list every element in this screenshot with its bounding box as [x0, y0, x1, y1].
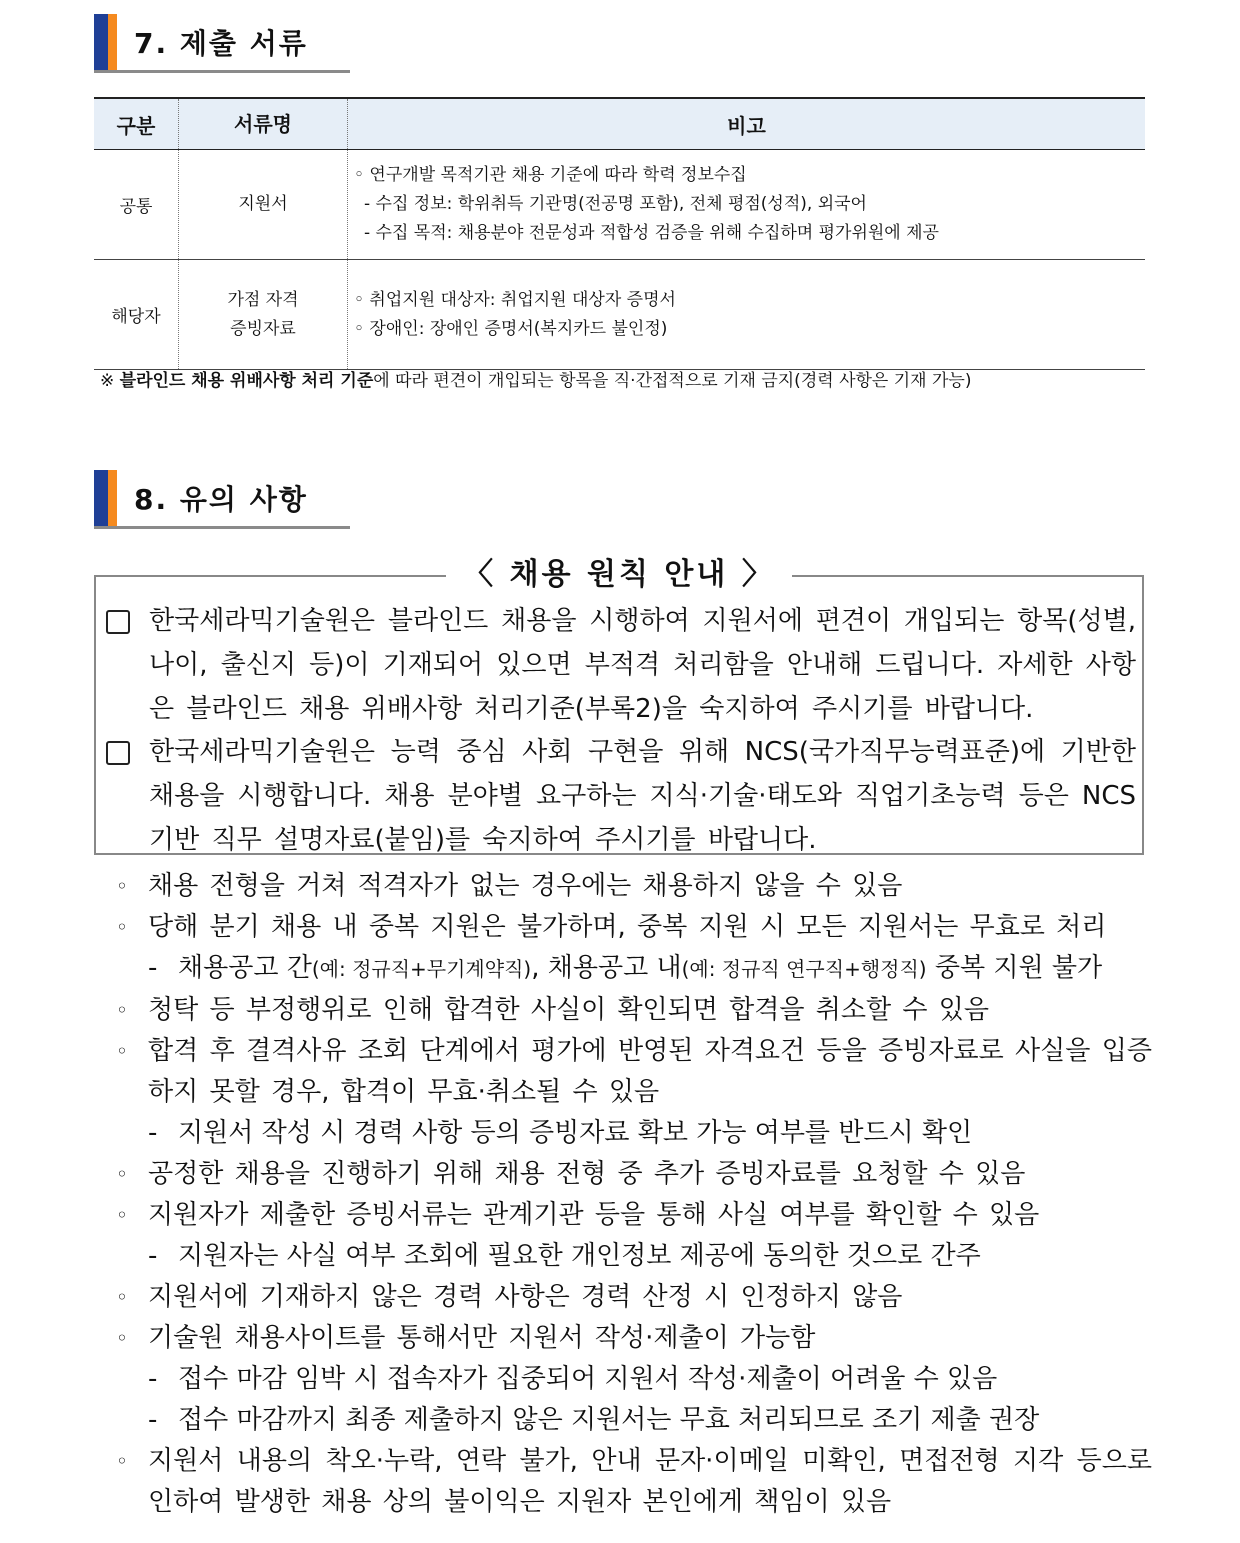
list-item — [116, 866, 1152, 907]
principle-text: 한국세라믹기술원은 능력 중심 사회 구현을 위해 NCS(국가직무능력표준)에 기반한 채용을 시행합니다. 채용 분야별 요구하는 지식·기술·태도와 직업기초능력 등은 NCS 기반 직무 설명자료(붙임)를 숙지하여 주시기를 바랍니다. — [149, 737, 1136, 855]
header-doc-name: 서류명 — [179, 98, 348, 150]
header-remarks: 비고 — [348, 98, 1146, 150]
list-item-text: 청탁 등 부정행위로 인해 합격한 사실이 확인되면 합격을 취소할 수 있음 — [148, 995, 990, 1025]
dash-icon: - — [148, 1405, 158, 1435]
principle-item — [106, 730, 1136, 862]
cell-doc-name — [179, 260, 348, 370]
heading-orange-bar — [108, 470, 117, 526]
sub-item-text: 접수 마감 임박 시 접속자가 집중되어 지원서 작성·제출이 어려울 수 있음 — [178, 1364, 998, 1394]
bullet-icon: ◦ — [116, 1039, 128, 1063]
sub-item-text: 지원서 작성 시 경력 사항 등의 증빙자료 확보 가능 여부를 반드시 확인 — [178, 1118, 973, 1148]
header-category: 구분 — [94, 98, 179, 150]
list-item — [116, 1441, 1152, 1523]
list-item-text: 기술원 채용사이트를 통해서만 지원서 작성·제출이 가능함 — [148, 1323, 816, 1353]
list-item-text: 당해 분기 채용 내 중복 지원은 불가하며, 중복 지원 시 모든 지원서는 무효로 처리 — [148, 912, 1107, 942]
list-item-text: 공정한 채용을 진행하기 위해 채용 전형 중 추가 증빙자료를 요청할 수 있음 — [148, 1159, 1026, 1189]
bullet-icon: ◦ — [116, 915, 128, 939]
table-row — [94, 260, 1145, 370]
principle-item — [106, 599, 1136, 731]
remark-line: ◦ 장애인: 장애인 증명서(복지카드 불인정) — [354, 318, 668, 339]
sub-item-example: (예: 정규직+무기계약직) — [311, 957, 532, 981]
list-item — [116, 1154, 1152, 1195]
cell-remarks — [348, 150, 1146, 260]
sub-item-text: , 채용공고 내 — [531, 953, 682, 983]
section-8-title: 8. 유의 사항 — [134, 483, 308, 516]
list-item-text: 합격 후 결격사유 조회 단계에서 평가에 반영된 자격요건 등을 증빙자료로 사실을 입증하지 못할 경우, 합격이 무효·취소될 수 있음 — [148, 1036, 1152, 1107]
list-item — [116, 990, 1152, 1031]
notice-list — [116, 866, 1152, 1523]
sub-item — [116, 1236, 1152, 1277]
list-item — [116, 1277, 1152, 1318]
cell-category: 해당자 — [94, 260, 179, 370]
bullet-icon: ◦ — [116, 1203, 128, 1227]
bullet-icon: ◦ — [116, 874, 128, 898]
sub-item-text: 중복 지원 불가 — [926, 953, 1103, 983]
cell-remarks — [348, 260, 1146, 370]
footnote-text: 에 따라 편견이 개입되는 항목을 직·간접적으로 기재 금지(경력 사항은 기재 가능) — [373, 371, 972, 391]
remark-line: - 수집 목적: 채용분야 전문성과 적합성 검증을 위해 수집하며 평가위원에 제공 — [364, 223, 939, 243]
footnote-bold: 블라인드 채용 위배사항 처리 기준 — [119, 371, 374, 391]
remark-line: - 수집 정보: 학위취득 기관명(전공명 포함), 전체 평점(성적), 외국어 — [364, 194, 867, 214]
list-item-text: 지원서 내용의 착오·누락, 연락 불가, 안내 문자·이메일 미확인, 면접전형 지각 등으로 인하여 발생한 채용 상의 불이익은 지원자 본인에게 책임이 있음 — [148, 1446, 1152, 1517]
list-item-text: 지원자가 제출한 증빙서류는 관계기관 등을 통해 사실 여부를 확인할 수 있음 — [148, 1200, 1040, 1230]
doc-name-line: 증빙자료 — [230, 318, 296, 339]
list-item — [116, 1318, 1152, 1359]
principle-box-title: 〈 채용 원칙 안내 〉 — [446, 552, 792, 598]
heading-orange-bar — [108, 14, 117, 70]
table-footnote — [100, 366, 971, 391]
sub-item-text: 채용공고 간 — [178, 953, 312, 983]
sub-item — [116, 948, 1152, 990]
footnote-mark: ※ — [100, 371, 120, 391]
cell-category: 공통 — [94, 150, 179, 260]
list-item — [116, 907, 1152, 948]
dash-icon: - — [148, 1364, 158, 1394]
checkbox-icon — [106, 741, 130, 765]
section-7-title: 7. 제출 서류 — [134, 27, 308, 60]
sub-item — [116, 1359, 1152, 1400]
remark-line: ◦ 취업지원 대상자: 취업지원 대상자 증명서 — [354, 289, 676, 310]
list-item-text: 지원서에 기재하지 않은 경력 사항은 경력 산정 시 인정하지 않음 — [148, 1282, 903, 1312]
heading-blue-bar — [94, 470, 108, 526]
sub-item — [116, 1400, 1152, 1441]
heading-underline — [94, 70, 350, 73]
heading-underline — [94, 526, 350, 529]
principle-text: 한국세라믹기술원은 블라인드 채용을 시행하여 지원서에 편견이 개입되는 항목(성별, 나이, 출신지 등)이 기재되어 있으면 부적격 처리함을 안내해 드립니다. 자세한 사항은 블라인드 채용 위배사항 처리기준(부록2)을 숙지하여 주시기를 바랍니다. — [149, 606, 1136, 724]
list-item — [116, 1195, 1152, 1236]
doc-name-line: 가점 자격 — [227, 289, 299, 310]
list-item-text: 채용 전형을 거쳐 적격자가 없는 경우에는 채용하지 않을 수 있음 — [148, 871, 903, 901]
bullet-icon: ◦ — [116, 1162, 128, 1186]
sub-item-text: 접수 마감까지 최종 제출하지 않은 지원서는 무효 처리되므로 조기 제출 권장 — [178, 1405, 1040, 1435]
dash-icon: - — [148, 953, 158, 983]
cell-doc-name: 지원서 — [179, 150, 348, 260]
sub-item-example: (예: 정규직 연구직+행정직) — [681, 957, 927, 981]
bullet-icon: ◦ — [116, 998, 128, 1022]
documents-table — [94, 97, 1145, 370]
heading-blue-bar — [94, 14, 108, 70]
bullet-icon: ◦ — [116, 1449, 128, 1473]
dash-icon: - — [148, 1241, 158, 1271]
bullet-icon: ◦ — [116, 1285, 128, 1309]
sub-item — [116, 1113, 1152, 1154]
sub-item-text: 지원자는 사실 여부 조회에 필요한 개인정보 제공에 동의한 것으로 간주 — [178, 1241, 981, 1271]
checkbox-icon — [106, 610, 130, 634]
bullet-icon: ◦ — [116, 1326, 128, 1350]
list-item — [116, 1031, 1152, 1113]
table-row — [94, 150, 1145, 260]
section-7-heading — [94, 14, 350, 74]
dash-icon: - — [148, 1118, 158, 1148]
remark-line: ◦ 연구개발 목적기관 채용 기준에 따라 학력 정보수집 — [354, 165, 747, 185]
section-8-heading — [94, 470, 350, 530]
